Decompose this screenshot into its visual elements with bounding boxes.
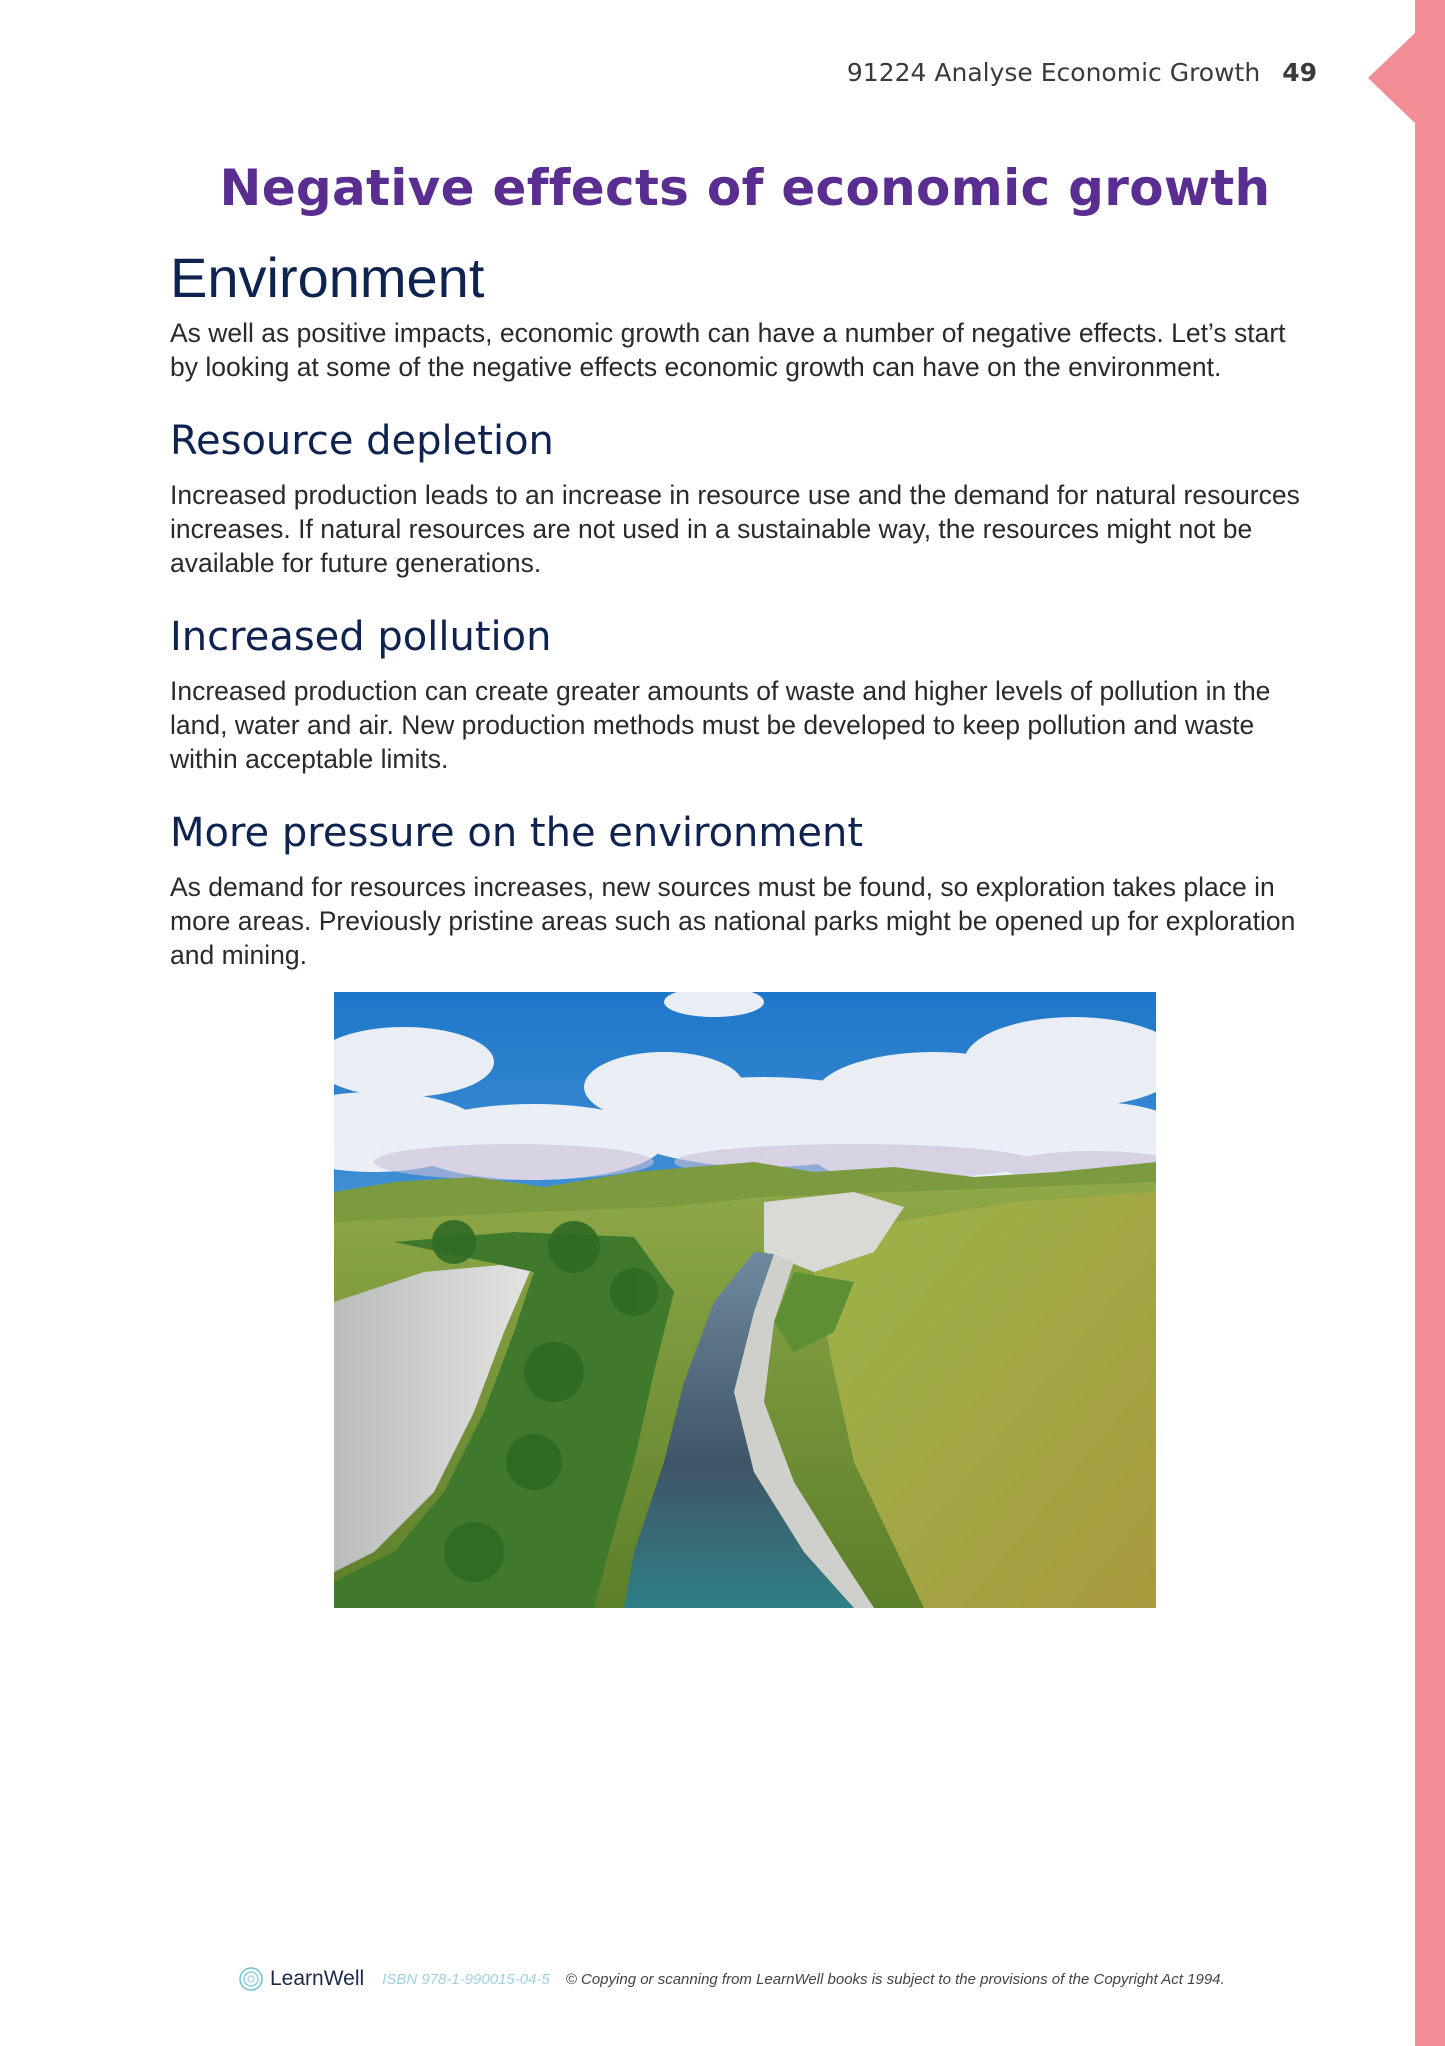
copyright-notice: © Copying or scanning from LearnWell books is subject to the provisions of the Copyright Act 1994. bbox=[565, 1970, 1225, 1988]
page-number: 49 bbox=[1282, 58, 1317, 87]
section-heading-resource-depletion: Resource depletion bbox=[170, 418, 554, 464]
page-content bbox=[170, 150, 1320, 1608]
learnwell-logo bbox=[238, 1966, 364, 1992]
course-title: 91224 Analyse Economic Growth bbox=[846, 58, 1261, 87]
page-title: Negative effects of economic growth bbox=[219, 159, 1271, 217]
paragraph-environment: As well as positive impacts, economic growth can have a number of negative effects. Let’s start by looking at some of the negative effects economic growth can have on the environment. bbox=[170, 318, 1286, 382]
river-valley-photo bbox=[334, 992, 1156, 1608]
paragraph-resource-depletion: Increased production leads to an increase in resource use and the demand for natural resources increases. If natural resources are not used in a sustainable way, the resources might not be available for future generations. bbox=[170, 480, 1300, 578]
section-heading-environment: Environment bbox=[170, 246, 485, 309]
brand-name: LearnWell bbox=[270, 1967, 365, 1990]
section-heading-environment-pressure: More pressure on the environment bbox=[170, 810, 864, 856]
page-footer bbox=[238, 1966, 1225, 1992]
paragraph-increased-pollution: Increased production can create greater amounts of waste and higher levels of pollution in the land, water and air. New production methods must be developed to keep pollution and waste within acceptable limits. bbox=[170, 676, 1271, 774]
side-accent-stripe bbox=[1415, 0, 1445, 2046]
learnwell-spiral-icon bbox=[238, 1966, 264, 1992]
section-heading-increased-pollution: Increased pollution bbox=[170, 614, 552, 660]
page-tab-marker bbox=[1368, 32, 1416, 124]
isbn: ISBN 978-1-990015-04-5 bbox=[382, 1970, 550, 1988]
paragraph-environment-pressure: As demand for resources increases, new sources must be found, so exploration takes place in more areas. Previously pristine areas such as national parks might be opened up for exploration and mining. bbox=[170, 872, 1296, 970]
running-header bbox=[847, 58, 1317, 87]
